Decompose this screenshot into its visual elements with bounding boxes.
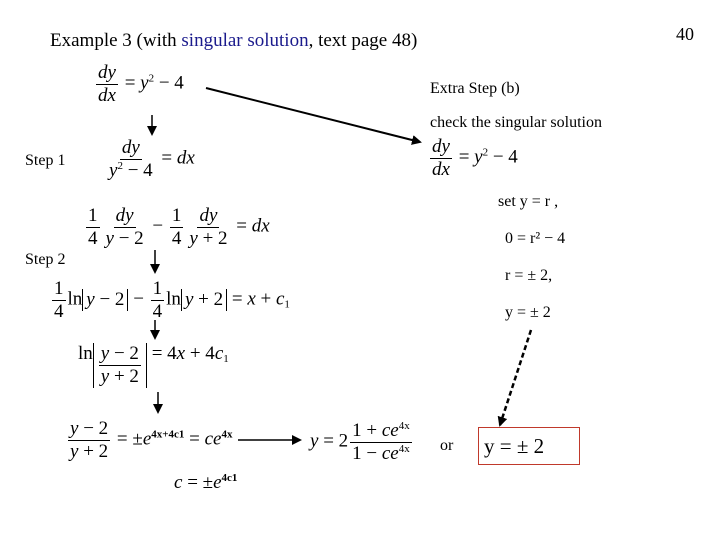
extra-step-label: Extra Step (b): [430, 80, 520, 97]
step2-label: Step 2: [25, 251, 66, 268]
check-label: check the singular solution: [430, 114, 602, 131]
title-highlight: singular solution: [181, 30, 309, 51]
final-answer: y = ± 2: [484, 434, 545, 458]
dashed-arrow-to-final: [500, 330, 531, 425]
exp-equation: $\frac{y - 2}{y + 2}$ = $\pm e^{4x+4c1} = ce^{4x}$: [70, 418, 233, 462]
step1-equation: $\frac{dy}{y^2 - 4}$ = dx: [109, 137, 195, 181]
title-prefix: Example 3 (with: [50, 30, 182, 51]
check-equation: $\frac{dy}{dx}$ = $y^2 - 4$: [432, 136, 518, 180]
or-label: or: [440, 437, 454, 454]
page-number: 40: [676, 24, 694, 44]
log-equation: ln $\frac{y - 2}{y + 2}$ = $4x + 4c_1$: [78, 343, 229, 387]
c-definition: $c = \pm e^{4c1}$: [174, 472, 238, 493]
title-suffix: , text page 48): [308, 30, 418, 51]
partial-fractions-equation: $\frac{1}{4}$ $\frac{dy}{y - 2}$ − $\frac{1}{4}$ $\frac{dy}{y + 2}$ = dx: [88, 205, 270, 249]
eq2-label: r = ± 2,: [505, 267, 553, 284]
ode-equation: $\frac{dy}{dx}$ = $y^2 - 4$: [98, 62, 184, 106]
eq1-label: 0 = r² − 4: [505, 230, 566, 247]
general-solution: y = 2 $\frac{1 + ce^{4x}}{1 - ce^{4x}}$: [310, 420, 410, 464]
eq3-label: y = ± 2: [505, 304, 551, 321]
step1-label: Step 1: [25, 152, 66, 169]
set-label: set y = r ,: [498, 193, 559, 210]
integrated-equation: $\frac{1}{4}$ ln y − 2 − $\frac{1}{4}$ $\ln y + 2 = x + c_1$: [54, 278, 290, 322]
arrow-to-check: [206, 88, 420, 142]
